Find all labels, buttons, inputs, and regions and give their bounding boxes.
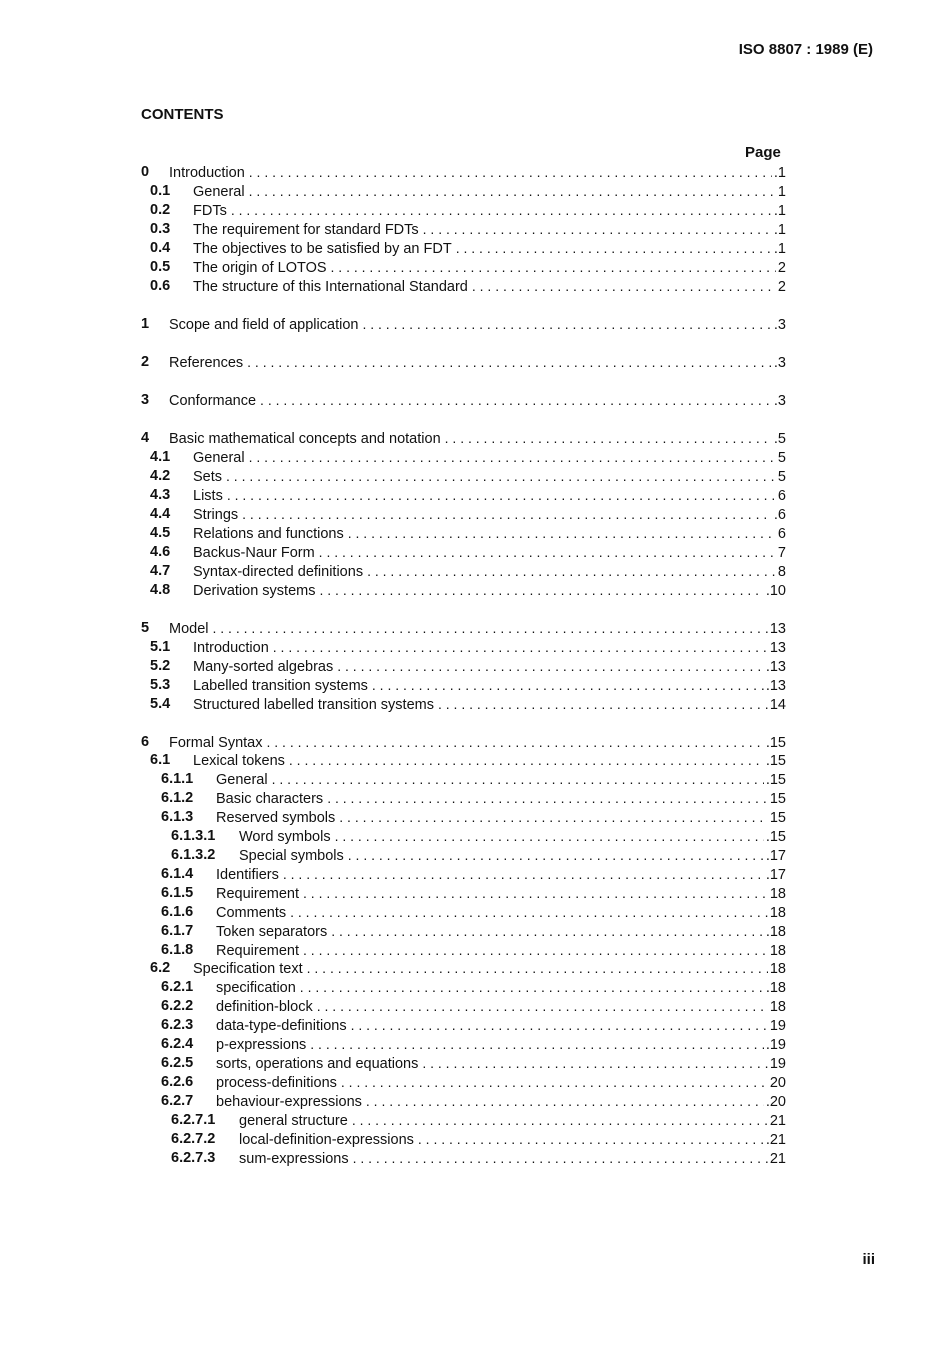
toc-entry [141,220,786,239]
toc-entry-title: Lists [193,488,223,504]
toc-entry-number: 6.2.7.1 [171,1112,216,1128]
toc-entry-page: .15 [765,753,786,769]
toc-entry-page: .1 [773,165,786,181]
toc-entry-number: 4.5 [150,525,171,541]
toc-entry-number: 6.2.4 [161,1036,194,1052]
toc-entry-page: 19 [769,1056,786,1072]
dot-leader [272,770,764,789]
toc-entry-page: .1 [773,222,786,238]
toc-entry-page: 14 [769,697,786,713]
toc-entry-page: 13 [769,640,786,656]
toc-entry [141,201,786,220]
dot-leader [331,258,776,277]
toc-entry-title: Comments [216,905,287,921]
toc-entry [141,543,786,562]
toc-entry-page: 5 [777,469,786,485]
toc-entry-title: Strings [193,507,239,523]
dot-leader [362,315,771,334]
dot-leader [249,182,776,201]
toc-entry [141,524,786,543]
toc-entry [141,884,786,903]
dot-leader [290,903,768,922]
dot-leader [310,1035,764,1054]
toc-entry-number: 6.1.5 [161,885,194,901]
toc-entry-number: 2 [141,354,150,370]
toc-entry-number: 0.5 [150,259,171,275]
toc-entry [141,695,786,714]
toc-entry-title: Structured labelled transition systems [193,697,434,713]
toc-entry-page: 15 [769,791,786,807]
toc-entry-number: 5 [141,620,150,636]
toc-entry-title: definition-block [216,999,313,1015]
toc-entry-page: 21 [769,1113,786,1129]
toc-entry-title: Requirement [216,943,300,959]
dot-leader [341,1073,768,1092]
toc-entry [141,789,786,808]
toc-entry-number: 6.1.4 [161,866,194,882]
toc-entry-number: 6.1.3.1 [171,828,216,844]
toc-entry-title: Syntax-directed definitions [193,564,364,580]
toc-entry [141,676,786,695]
toc-entry-title: The requirement for standard FDTs [193,222,419,238]
toc-entry-page: .6 [773,507,786,523]
toc-entry-page: .18 [765,980,786,996]
toc-entry-title: The objectives to be satisfied by an FDT [193,241,452,257]
toc-entry [141,562,786,581]
dot-leader [289,751,764,770]
toc-entry-title: Backus-Naur Form [193,545,315,561]
toc-entry-number: 4.6 [150,544,171,560]
toc-entry [141,770,786,789]
toc-entry-page: 20 [769,1075,786,1091]
toc-entry-page: 13 [769,621,786,637]
toc-entry-number: 6.1.1 [161,771,194,787]
toc-entry-number: 4.2 [150,468,171,484]
toc-entry [141,865,786,884]
toc-entry-number: 6.2.1 [161,979,194,995]
toc-entry [141,657,786,676]
toc-entry-title: Sets [193,469,223,485]
toc-entry-page: 7 [777,545,786,561]
toc-entry-number: 3 [141,392,150,408]
toc-entry-page: 18 [769,905,786,921]
toc-entry [141,429,786,448]
toc-entry [141,1073,786,1092]
toc-entry-title: p-expressions [216,1037,307,1053]
toc-entry-number: 6.1.2 [161,790,194,806]
dot-leader [367,562,776,581]
toc-entry-page: .3 [773,355,786,371]
toc-entry-title: Requirement [216,886,300,902]
toc-entry [141,733,786,752]
toc-entry-title: sum-expressions [239,1151,349,1167]
toc-entry-title: Basic mathematical concepts and notation [169,431,441,447]
toc-entry [141,846,786,865]
dot-leader [418,1130,764,1149]
toc-entry [141,505,786,524]
toc-entry-title: General [193,184,245,200]
dot-leader [283,865,764,884]
toc-entry [141,827,786,846]
toc-entry-number: 4.7 [150,563,171,579]
toc-entry-number: 0 [141,164,150,180]
toc-entry-page: 6 [777,526,786,542]
dot-leader [247,353,772,372]
toc-entry-page: .20 [765,1094,786,1110]
document-header: ISO 8807 : 1989 (E) [738,41,873,58]
dot-leader [337,657,764,676]
toc-entry [141,486,786,505]
toc-entry-page: .18 [765,924,786,940]
dot-leader [372,676,764,695]
dot-leader [300,978,764,997]
dot-leader [352,1111,768,1130]
toc-entry-number: 5.2 [150,658,171,674]
toc-entry-page: .5 [773,431,786,447]
dot-leader [303,884,768,903]
toc-entry-title: Identifiers [216,867,279,883]
toc-entry-page: 18 [769,961,786,977]
toc-entry [141,1130,786,1149]
toc-entry-number: 6.1.6 [161,904,194,920]
toc-entry-page: .3 [773,393,786,409]
dot-leader [327,789,768,808]
toc-entry [141,619,786,638]
dot-leader [348,524,776,543]
toc-entry-number: 6.1.3.2 [171,847,216,863]
toc-entry-number: 5.4 [150,696,171,712]
toc-entry-title: Many-sorted algebras [193,659,334,675]
toc-entry [141,467,786,486]
toc-entry-title: sorts, operations and equations [216,1056,419,1072]
toc-entry [141,258,786,277]
dot-leader [231,201,772,220]
toc-entry-page: 2 [777,279,786,295]
toc-entry-number: 6.2.7.3 [171,1150,216,1166]
toc-entry-number: 4.3 [150,487,171,503]
toc-entry-number: 6.2.7 [161,1093,194,1109]
toc-entry-title: Model [169,621,209,637]
toc-entry-page: .13 [765,678,786,694]
toc-entry [141,353,786,372]
toc-entry-page: .19 [765,1037,786,1053]
toc-entry-page: 1 [777,184,786,200]
toc-entry-title: The structure of this International Standard [193,279,468,295]
toc-entry-number: 0.1 [150,183,171,199]
toc-entry [141,163,786,182]
dot-leader [260,391,772,410]
toc-entry-number: 6.2.7.2 [171,1131,216,1147]
toc-entry-number: 5.1 [150,639,171,655]
toc-entry-number: 4.4 [150,506,171,522]
toc-entry-number: 1 [141,316,150,332]
toc-entry [141,1149,786,1168]
dot-leader [423,220,772,239]
toc-entry [141,922,786,941]
toc-entry-title: Special symbols [239,848,344,864]
toc-entry-page: .13 [765,659,786,675]
toc-entry-number: 6.1 [150,752,171,768]
toc-entry [141,315,786,334]
toc-entry [141,808,786,827]
dot-leader [331,922,764,941]
dot-leader [353,1149,768,1168]
toc-entry-title: Labelled transition systems [193,678,368,694]
toc-entry-page: 2 [777,260,786,276]
dot-leader [366,1092,764,1111]
toc-entry-title: Reserved symbols [216,810,336,826]
toc-entry-page: .15 [765,772,786,788]
toc-entry-page: .3 [773,317,786,333]
toc-entry [141,391,786,410]
toc-entry-title: The origin of LOTOS [193,260,327,276]
toc-entry-page: .17 [765,848,786,864]
page-column-label: Page [745,144,781,161]
dot-leader [438,695,768,714]
toc-entry-number: 6.2.3 [161,1017,194,1033]
dot-leader [242,505,772,524]
toc-entry-title: Introduction [169,165,245,181]
toc-entry [141,277,786,296]
toc-entry [141,978,786,997]
toc-entry-number: 6.2.5 [161,1055,194,1071]
toc-entry-number: 0.3 [150,221,171,237]
toc-entry-title: Conformance [169,393,257,409]
contents-heading: CONTENTS [141,106,224,123]
toc-entry-number: 6.1.8 [161,942,194,958]
toc-entry-page: 21 [769,1151,786,1167]
toc-entry-number: 6.2 [150,960,171,976]
dot-leader [456,239,772,258]
toc-entry-page: 15 [769,810,786,826]
toc-entry-page: .15 [765,829,786,845]
toc-entry [141,1092,786,1111]
toc-entry [141,1016,786,1035]
toc-entry-page: 18 [769,943,786,959]
toc-entry-number: 4.8 [150,582,171,598]
toc-entry-number: 0.4 [150,240,171,256]
toc-entry-title: Word symbols [239,829,331,845]
toc-entry-title: References [169,355,244,371]
dot-leader [339,808,768,827]
toc-entry-number: 6.1.7 [161,923,194,939]
toc-entry-title: specification [216,980,296,996]
toc-entry-title: data-type-definitions [216,1018,347,1034]
dot-leader [303,941,768,960]
dot-leader [307,959,768,978]
toc-entry-number: 4 [141,430,150,446]
toc-entry [141,239,786,258]
page-number: iii [862,1251,875,1268]
dot-leader [335,827,764,846]
toc-entry-title: Lexical tokens [193,753,285,769]
toc-entry-title: behaviour-expressions [216,1094,362,1110]
toc-entry [141,997,786,1016]
dot-leader [213,619,768,638]
toc-entry-title: FDTs [193,203,227,219]
dot-leader [445,429,772,448]
toc-entry-number: 4.1 [150,449,171,465]
toc-entry-title: Relations and functions [193,526,344,542]
toc-entry [141,959,786,978]
toc-entry-title: General [216,772,268,788]
toc-entry [141,638,786,657]
toc-entry-number: 6.1.3 [161,809,194,825]
dot-leader [227,486,776,505]
toc-entry-number: 0.2 [150,202,171,218]
dot-leader [348,846,764,865]
toc-entry-number: 6.2.2 [161,998,194,1014]
toc-entry-title: Specification text [193,961,303,977]
toc-entry [141,1054,786,1073]
toc-entry-page: 5 [777,450,786,466]
toc-entry-page: 19 [769,1018,786,1034]
toc-entry-page: 6 [777,488,786,504]
toc-entry-page: 18 [769,999,786,1015]
toc-entry-page: 18 [769,886,786,902]
toc-entry [141,903,786,922]
dot-leader [351,1016,768,1035]
toc-entry-title: Introduction [193,640,269,656]
toc-entry-number: 5.3 [150,677,171,693]
toc-entry-title: Formal Syntax [169,735,263,751]
toc-entry-title: general structure [239,1113,348,1129]
toc-entry-title: Basic characters [216,791,324,807]
toc-entry [141,1111,786,1130]
dot-leader [422,1054,768,1073]
dot-leader [317,997,768,1016]
toc-entry-page: 8 [777,564,786,580]
toc-entry [141,941,786,960]
toc-entry [141,581,786,600]
dot-leader [319,543,776,562]
dot-leader [249,448,776,467]
toc-entry-page: .1 [773,203,786,219]
toc-entry-title: Token separators [216,924,328,940]
toc-entry-page: .10 [765,583,786,599]
toc-entry-page: .17 [765,867,786,883]
toc-entry [141,182,786,201]
dot-leader [273,638,768,657]
toc-entry-title: General [193,450,245,466]
toc-entry [141,448,786,467]
toc-entry-number: 6 [141,734,150,750]
toc-entry [141,751,786,770]
dot-leader [249,163,772,182]
toc-entry-title: process-definitions [216,1075,337,1091]
toc-entry-number: 6.2.6 [161,1074,194,1090]
dot-leader [266,733,763,752]
toc-entry-number: 0.6 [150,278,171,294]
toc-entry-page: .15 [765,735,786,751]
dot-leader [472,277,776,296]
toc-entry-page: .1 [773,241,786,257]
dot-leader [319,581,763,600]
toc-entry-title: local-definition-expressions [239,1132,414,1148]
toc-entry-title: Derivation systems [193,583,316,599]
dot-leader [226,467,776,486]
toc-entry-page: .21 [765,1132,786,1148]
toc-entry-title: Scope and field of application [169,317,359,333]
toc-entry [141,1035,786,1054]
